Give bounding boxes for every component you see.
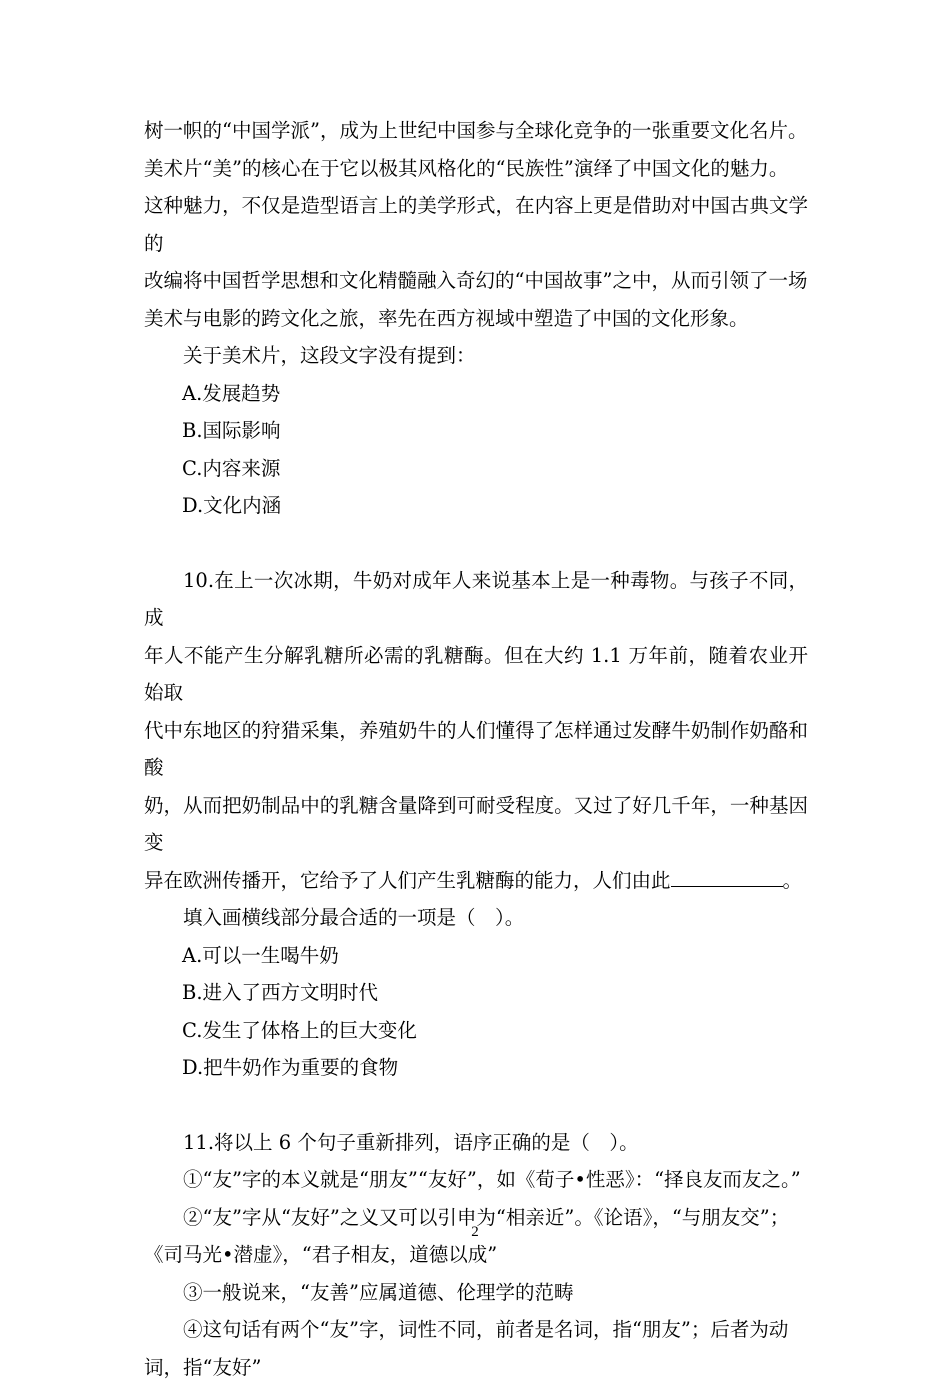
passage-intro <box>144 112 808 525</box>
passage-line-with-blank <box>144 862 808 900</box>
answer-option: A.发展趋势 <box>144 375 808 413</box>
question-prompt: 关于美术片，这段文字没有提到： <box>144 337 808 375</box>
blank-prefix: 异在欧洲传播开，它给予了人们产生乳糖酶的能力，人们由此 <box>144 869 671 892</box>
answer-option: C.内容来源 <box>144 450 808 488</box>
answer-option: B.进入了西方文明时代 <box>144 974 808 1012</box>
passage-line: 美术片“美”的核心在于它以极其风格化的“民族性”演绎了中国文化的魅力。 <box>144 150 808 188</box>
question-title: 11.将以上 6 个句子重新排列，语序正确的是（ ）。 <box>144 1124 808 1162</box>
passage-line: 改编将中国哲学思想和文化精髓融入奇幻的“中国故事”之中，从而引领了一场 <box>144 262 808 300</box>
sentence-item-continued: 《司马光•潜虚》，“君子相友，道德以成” <box>144 1236 808 1274</box>
passage-line: 这种魅力，不仅是造型语言上的美学形式，在内容上更是借助对中国古典文学的 <box>144 187 808 262</box>
passage-line: 10.在上一次冰期，牛奶对成年人来说基本上是一种毒物。与孩子不同，成 <box>144 562 808 637</box>
question-11 <box>144 1124 808 1386</box>
fill-blank <box>671 866 783 887</box>
blank-suffix: 。 <box>783 869 803 892</box>
answer-option: B.国际影响 <box>144 412 808 450</box>
answer-option: D.把牛奶作为重要的食物 <box>144 1049 808 1087</box>
answer-option: D.文化内涵 <box>144 487 808 525</box>
spacer <box>144 525 808 562</box>
sentence-item: ①“友”字的本义就是“朋友”“友好”，如《荀子•性恶》：“择良友而友之。” <box>144 1161 808 1199</box>
page-number: 2 <box>0 1224 950 1241</box>
answer-option: C.发生了体格上的巨大变化 <box>144 1012 808 1050</box>
question-prompt: 填入画横线部分最合适的一项是（ ）。 <box>144 899 808 937</box>
sentence-item: ④这句话有两个“友”字，词性不同，前者是名词，指“朋友”；后者为动 <box>144 1311 808 1349</box>
answer-option: A.可以一生喝牛奶 <box>144 937 808 975</box>
passage-line: 代中东地区的狩猎采集，养殖奶牛的人们懂得了怎样通过发酵牛奶制作奶酪和酸 <box>144 712 808 787</box>
sentence-item-continued: 词，指“友好” <box>144 1349 808 1386</box>
passage-line: 树一帜的“中国学派”，成为上世纪中国参与全球化竞争的一张重要文化名片。 <box>144 112 808 150</box>
question-10 <box>144 562 808 1087</box>
sentence-item: ③一般说来，“友善”应属道德、伦理学的范畴 <box>144 1274 808 1312</box>
spacer <box>144 1087 808 1124</box>
sentence-item: ②“友”字从“友好”之义又可以引申为“相亲近”。《论语》，“与朋友交”； <box>144 1199 808 1237</box>
passage-line: 奶，从而把奶制品中的乳糖含量降到可耐受程度。又过了好几千年，一种基因变 <box>144 787 808 862</box>
passage-line: 美术与电影的跨文化之旅，率先在西方视域中塑造了中国的文化形象。 <box>144 300 808 338</box>
document-page <box>144 112 808 1386</box>
passage-line: 年人不能产生分解乳糖所必需的乳糖酶。但在大约 1.1 万年前，随着农业开始取 <box>144 637 808 712</box>
